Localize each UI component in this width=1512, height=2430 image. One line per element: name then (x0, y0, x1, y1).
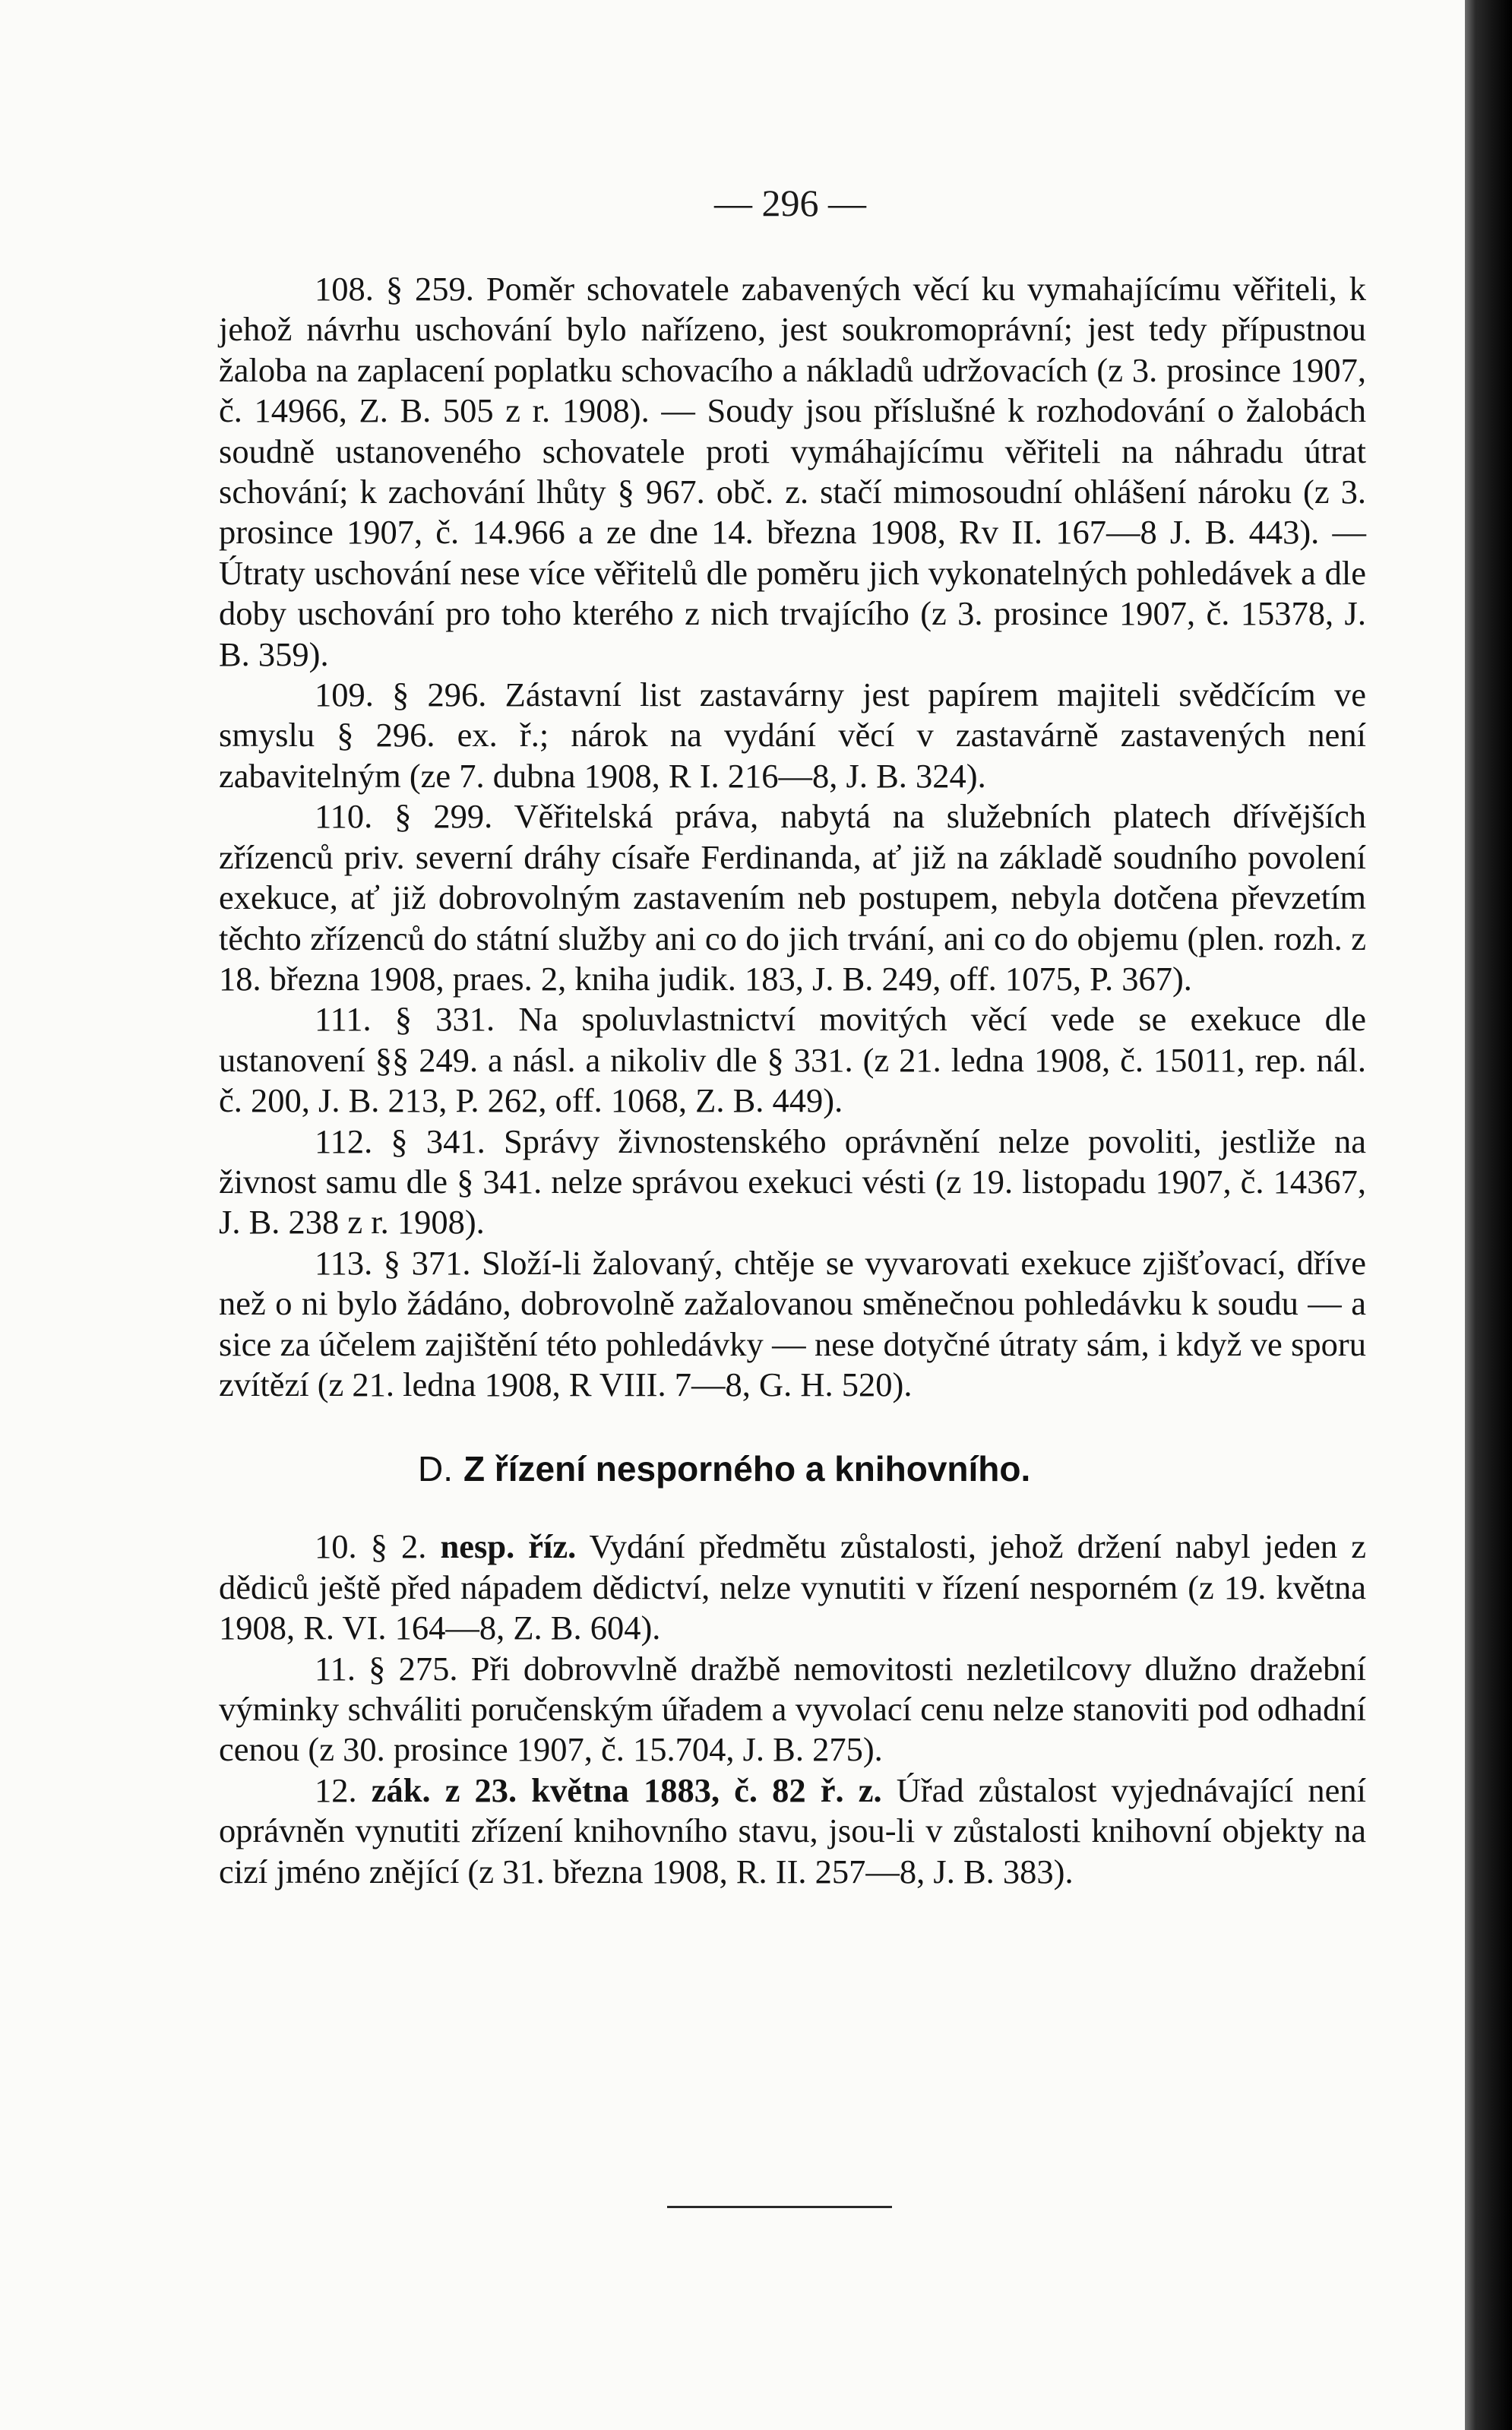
paragraph-11 (219, 1649, 1366, 1770)
section-heading-d (219, 1446, 1366, 1492)
paragraph-12-text: Úřad zůstalost vyjednávající není oprávněn vynutiti zřízení knihovního stavu, jsou-li v zůstalosti knihovní objekty na cizí jméno znějící (z 31. března 1908, R. II. 257—8, J. B. 383). (219, 1770, 1367, 1891)
paragraph-12 (219, 1770, 1366, 1892)
paragraph-11-prefix: 11. § 275. (315, 1649, 471, 1688)
section-letter: D. (418, 1449, 453, 1489)
page-text (219, 269, 1366, 1892)
paragraph-12-law-reference: zák. z 23. května 1883, č. 82 ř. z. (371, 1770, 882, 1809)
page-number: — 296 — (714, 182, 866, 224)
paragraph-110: 110. § 299. Věřitelská práva, nabytá na služebních platech dřívějších zřízenců priv. severní dráhy císaře Ferdinanda, ať již na základě soudního povolení exekuce, ať již dobrovolným zastavením neb postupem, nebyla dotčena převzetím těchto zřízenců do státní služby ani co do jich trvání, ani co do objemu (plen. rozh. z 18. března 1908, praes. 2, kniha judik. 183, J. B. 249, off. 1075, P. 367). (219, 797, 1366, 998)
paragraph-113: 113. § 371. Složí-li žalovaný, chtěje se vyvarovati exekuce zjišťovací, dříve než o ni bylo žádáno, dobrovolně zažalovanou směnečnou pohledávku k soudu — a sice za účelem zajištění této pohledávky — nese dotyčné útraty sám, i když ve sporu zvítězí (z 21. ledna 1908, R VIII. 7—8, G. H. 520). (219, 1243, 1366, 1403)
scan-edge-shadow (1465, 0, 1512, 2430)
paragraph-10-prefix: 10. § 2. (315, 1527, 441, 1566)
paragraph-10-law-reference: nesp. říz. (440, 1527, 577, 1566)
paragraph-10 (219, 1527, 1366, 1648)
paragraph-109: 109. § 296. Zástavní list zastavárny jest papírem majiteli svědčícím ve smyslu § 296. ex. ř.; nárok na vydání věcí v zastavárně zastavených není zabavitelným (ze 7. dubna 1908, R I. 216—8, J. B. 324). (219, 676, 1366, 795)
paragraph-112: 112. § 341. Správy živnostenského oprávnění nelze povoliti, jestliže na živnost samu dle § 341. nelze správou exekuci vésti (z 19. listopadu 1907, č. 14367, J. B. 238 z r. 1908). (219, 1122, 1366, 1242)
paragraph-108: 108. § 259. Poměr schovatele zabavených věcí ku vymahajícímu věřiteli, k jehož návrhu uschování bylo nařízeno, jest soukromoprávní; jest tedy přípustnou žaloba na zaplacení poplatku schovacího a nákladů udržovacích (z 3. prosince 1907, č. 14966, Z. B. 505 z r. 1908). — Soudy jsou příslušné k rozhodování o žalobách soudně ustanoveného schovatele proti vymáhajícímu věřiteli na náhradu útrat schování; k zachování lhůty § 967. obč. z. stačí mimosoudní ohlášení nároku (z 3. prosince 1907, č. 14.966 a ze dne 14. března 1908, Rv II. 167—8 J. B. 443). — Útraty uschování nese více věřitelů dle poměru jich vykonatelných pohledávek a dle doby uschování pro toho kterého z nich trvajícího (z 3. prosince 1907, č. 15378, J. B. 359). (219, 270, 1366, 673)
paragraph-10-text: Vydání předmětu zůstalosti, jehož držení nabyl jeden z dědiců ještě před nápadem dědictví, nelze vynutiti v řízení nesporném (z 19. května 1908, R. VI. 164—8, Z. B. 604). (219, 1527, 1366, 1647)
end-rule-divider (667, 2206, 892, 2208)
paragraph-12-prefix: 12. (315, 1770, 372, 1809)
section-title: Z řízení nesporného a knihovního. (463, 1449, 1031, 1489)
paragraph-111: 111. § 331. Na spoluvlastnictví movitých věcí vede se exekuce dle ustanovení §§ 249. a násl. a nikoliv dle § 331. (z 21. ledna 1908, č. 15011, rep. nál. č. 200, J. B. 213, P. 262, off. 1068, Z. B. 449). (219, 1000, 1366, 1120)
paragraph-11-text: Při dobrovvlně dražbě nemovitosti nezletilcovy dlužno dražební výminky schváliti poručenským úřadem a vyvolací cenu nelze stanoviti pod odhadní cenou (z 30. prosince 1907, č. 15.704, J. B. 275). (219, 1649, 1366, 1769)
